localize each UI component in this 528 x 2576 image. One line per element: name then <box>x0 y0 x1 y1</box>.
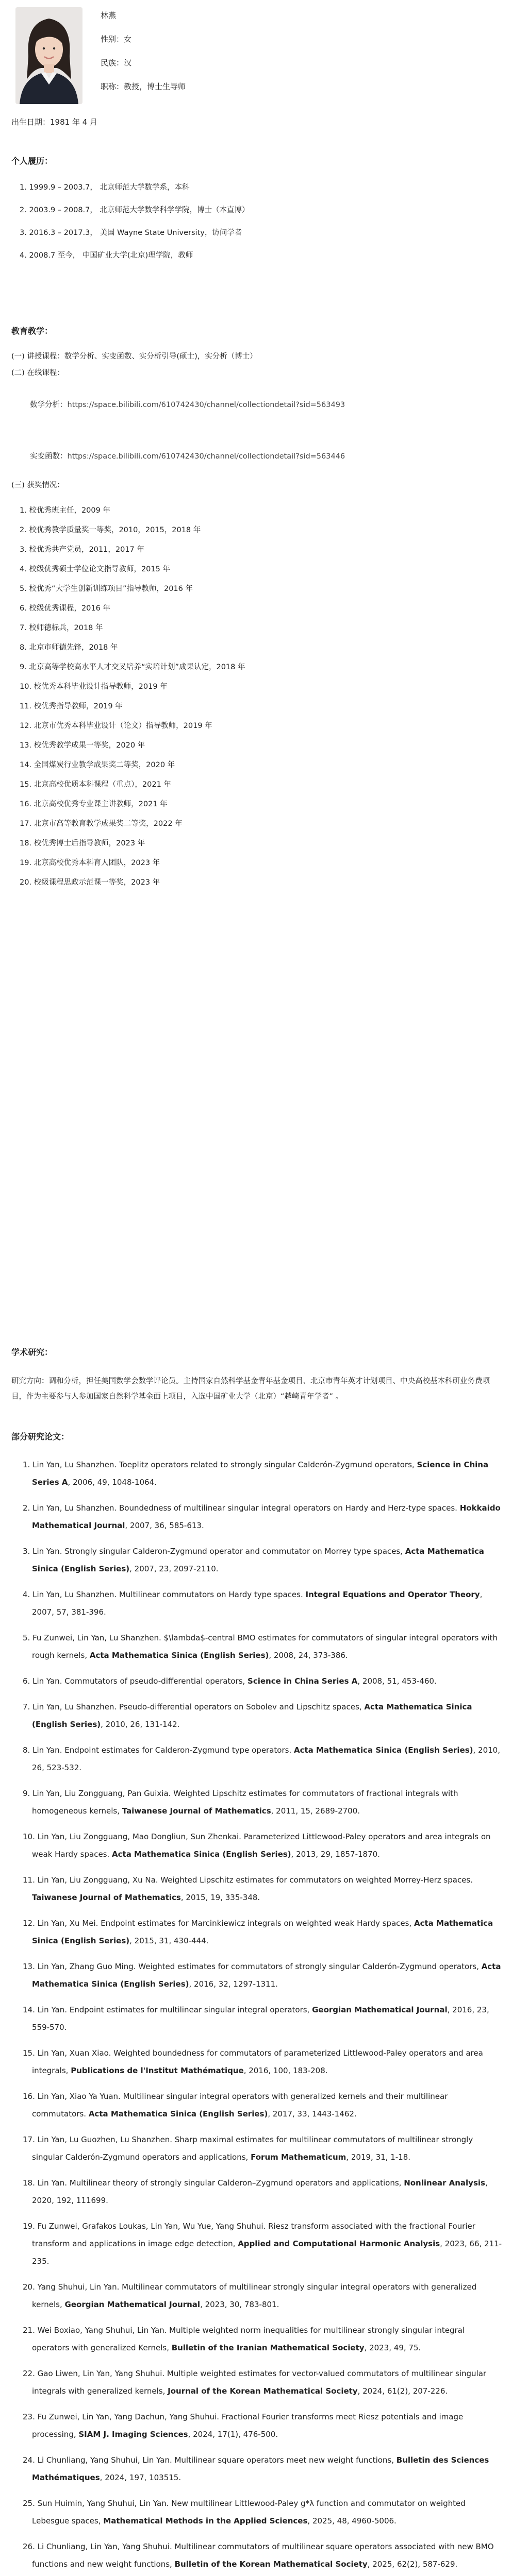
profile-info <box>101 10 186 105</box>
real-variable-label: 实变函数： <box>30 452 68 461</box>
portrait-image <box>15 7 82 104</box>
list-item: 12. 北京市优秀本科毕业设计（论文）指导教师，2019 年 <box>20 722 212 730</box>
list-item: 6. 校级优秀课程，2016 年 <box>20 604 110 613</box>
list-item: 3. 2016.3 – 2017.3， 美国 Wayne State University，访问学者 <box>20 229 242 237</box>
list-item: 10. 校优秀本科毕业设计指导教师，2019 年 <box>20 683 168 691</box>
list-item: 9. 北京高等学校高水平人才交叉培养“实培计划”成果认定，2018 年 <box>20 663 245 671</box>
real-variable-course <box>30 450 345 461</box>
list-item: 13. 校优秀教学成果一等奖，2020 年 <box>20 741 145 750</box>
list-item: 4. 校级优秀硕士学位论文指导教师，2015 年 <box>20 565 170 573</box>
paper-item: 5. Fu Zunwei, Lin Yan, Lu Shanzhen. $\lambda$-central BMO estimates for commutators of singular integral operators with rough kernels, Acta Mathematica Sinica (English Series), 2008, 24, 373-386. <box>23 1633 498 1660</box>
gender: 性别：女 <box>101 35 132 44</box>
courses-taught: (一) 讲授课程：数学分析、实变函数、实分析引导(硕士)，实分析（博士） <box>11 352 257 361</box>
ethnicity: 民族：汉 <box>101 58 132 67</box>
paper-item: 18. Lin Yan. Multilinear theory of strongly singular Calderon–Zygmund operators and applications, Nonlinear Analysis, 2020, 192, 111699. <box>23 2178 488 2205</box>
paper-item: 13. Lin Yan, Zhang Guo Ming. Weighted estimates for commutators of strongly singular Calderón-Zygmund operators, Acta Mathematica Sinica (English Series), 2016, 32, 1297-1311. <box>23 1962 501 1989</box>
list-item: 16. 北京高校优秀专业课主讲教师，2021 年 <box>20 800 168 808</box>
paper-item: 17. Lin Yan, Lu Guozhen, Lu Shanzhen. Sharp maximal estimates for multilinear commutators of multilinear strongly singular Calderón-Zygmund operators and applications, Forum Mathematicum, 2019, 31, 1-18. <box>23 2135 473 2162</box>
research-heading: 学术研究： <box>11 1347 53 1357</box>
list-item: 2. 校优秀教学质量奖一等奖，2010，2015，2018 年 <box>20 526 201 534</box>
research-text: 研究方向：调和分析，担任美国数学会数学评论员。主持国家自然科学基金青年基金项目、北京市青年英才计划项目、中央高校基本科研业务费项目，作为主要参与人参加国家自然科学基金面上项目，入选中国矿业大学（北京）“越崎青年学者” 。 <box>11 1377 490 1401</box>
list-item: 4. 2008.7 至今， 中国矿业大学(北京)理学院，教师 <box>20 251 193 260</box>
teaching-heading: 教育教学： <box>11 326 53 336</box>
list-item: 17. 北京市高等教育教学成果奖二等奖，2022 年 <box>20 820 183 828</box>
math-analysis-link[interactable]: https://space.bilibili.com/610742430/channel/collectiondetail?sid=563493 <box>67 401 345 409</box>
list-item: 5. 校优秀“大学生创新训练项目”指导教师，2016 年 <box>20 585 193 593</box>
paper-item: 7. Lin Yan, Lu Shanzhen. Pseudo-differential operators on Sobolev and Lipschitz spaces, Acta Mathematica Sinica (English Series), 2010, 26, 131-142. <box>23 1702 472 1729</box>
paper-item: 16. Lin Yan, Xiao Ya Yuan. Multilinear singular integral operators with generalized kernels and their multilinear commutators. Acta Mathematica Sinica (English Series), 2017, 33, 1443-1462. <box>23 2092 448 2119</box>
name: 林燕 <box>101 11 117 20</box>
paper-item: 25. Sun Huimin, Yang Shuhui, Lin Yan. New multilinear Littlewood-Paley g*λ function and commutator on weighted Lebesgue spaces, Mathematical Methods in the Applied Sciences, 2025, 48, 4960-5006. <box>23 2499 466 2526</box>
paper-item: 26. Li Chunliang, Lin Yan, Yang Shuhui. Multilinear commutators of multilinear square operators associated with new BMO functions and new weight functions, Bulletin of the Korean Mathematical Society, 2025, 62(2), 587-629. <box>23 2542 494 2569</box>
paper-item: 3. Lin Yan. Strongly singular Calderon-Zygmund operator and commutator on Morrey type spaces, Acta Mathematica Sinica (English Series), 2007, 23, 2097-2110. <box>23 1547 484 1573</box>
online-courses-heading: (二) 在线课程： <box>11 369 64 377</box>
list-item: 7. 校师德标兵，2018 年 <box>20 624 103 632</box>
paper-item: 23. Fu Zunwei, Lin Yan, Yang Dachun, Yang Shuhui. Fractional Fourier transforms meet Riesz potentials and image processing, SIAM J. Imaging Sciences, 2024, 17(1), 476-500. <box>23 2412 464 2439</box>
paper-item: 1. Lin Yan, Lu Shanzhen. Toeplitz operators related to strongly singular Calderón-Zygmund operators, Science in China Series A, 2006, 49, 1048-1064. <box>23 1460 489 1487</box>
paper-item: 11. Lin Yan, Liu Zongguang, Xu Na. Weighted Lipschitz estimates for commutators on weighted Morrey-Herz spaces. Taiwanese Journal of Mathematics, 2015, 19, 335-348. <box>23 1875 473 1902</box>
list-item: 8. 北京市师德先锋，2018 年 <box>20 643 118 652</box>
paper-item: 2. Lin Yan, Lu Shanzhen. Boundedness of multilinear singular integral operators on Hardy and Herz-type spaces. Hokkaido Mathematical Journal, 2007, 36, 585-613. <box>23 1503 501 1530</box>
title: 职称：教授，博士生导师 <box>101 82 186 91</box>
paper-item: 15. Lin Yan, Xuan Xiao. Weighted boundedness for commutators of parameterized Littlewood-Paley operators and area integrals, Publications de l'Institut Mathématique, 2016, 100, 183-208. <box>23 2048 483 2075</box>
paper-item: 24. Li Chunliang, Yang Shuhui, Lin Yan. Multilinear square operators meet new weight functions, Bulletin des Sciences Mathématiques, 2024, 197, 103515. <box>23 2455 489 2482</box>
list-item: 15. 北京高校优质本科课程（重点），2021 年 <box>20 781 171 789</box>
awards-heading: (三) 获奖情况： <box>11 481 64 489</box>
list-item: 19. 北京高校优秀本科育人团队，2023 年 <box>20 859 160 867</box>
paper-item: 9. Lin Yan, Liu Zongguang, Pan Guixia. Weighted Lipschitz estimates for commutators of fractional integrals with homogeneous kernels, Taiwanese Journal of Mathematics, 2011, 15, 2689-2700. <box>23 1789 458 1816</box>
paper-item: 10. Lin Yan, Liu Zongguang, Mao Dongliun, Sun Zhenkai. Parameterized Littlewood-Paley operators and area integrals on weak Hardy spaces. Acta Mathematica Sinica (English Series), 2013, 29, 1857-1870. <box>23 1832 491 1859</box>
paper-item: 4. Lin Yan, Lu Shanzhen. Multilinear commutators on Hardy type spaces. Integral Equations and Operator Theory, 2007, 57, 381-396. <box>23 1590 483 1617</box>
paper-item: 6. Lin Yan. Commutators of pseudo-differential operators, Science in China Series A, 2008, 51, 453-460. <box>23 1676 437 1686</box>
profile-photo <box>15 7 82 104</box>
list-item: 11. 校优秀指导教师，2019 年 <box>20 702 123 710</box>
paper-item: 21. Wei Boxiao, Yang Shuhui, Lin Yan. Multiple weighted norm inequalities for multilinear strongly singular integral operators with generalized Kernels, Bulletin of the Iranian Mathematical Society, 2023, 49, 75. <box>23 2326 465 2352</box>
papers-heading: 部分研究论文： <box>11 1432 70 1442</box>
awards-list <box>20 506 245 897</box>
list-item: 3. 校优秀共产党员，2011，2017 年 <box>20 546 144 554</box>
list-item: 14. 全国煤炭行业教学成果奖二等奖，2020 年 <box>20 761 175 769</box>
paper-item: 12. Lin Yan, Xu Mei. Endpoint estimates for Marcinkiewicz integrals on weighted weak Hardy spaces, Acta Mathematica Sinica (English Series), 2015, 31, 430-444. <box>23 1919 493 1945</box>
paper-item: 14. Lin Yan. Endpoint estimates for multilinear singular integral operators, Georgian Mathematical Journal, 2016, 23, 559-570. <box>23 2005 489 2032</box>
paper-item: 8. Lin Yan. Endpoint estimates for Calderon-Zygmund type operators. Acta Mathematica Sinica (English Series), 2010, 26, 523-532. <box>23 1745 500 1772</box>
list-item: 20. 校级课程思政示范课一等奖，2023 年 <box>20 878 160 887</box>
list-item: 18. 校优秀博士后指导教师，2023 年 <box>20 839 145 848</box>
list-item: 1. 校优秀班主任，2009 年 <box>20 506 110 515</box>
list-item: 2. 2003.9 – 2008.7， 北京师范大学数学科学学院，博士（本直博） <box>20 206 250 214</box>
birth-date: 出生日期：1981 年 4 月 <box>11 117 98 127</box>
paper-item: 22. Gao Liwen, Lin Yan, Yang Shuhui. Multiple weighted estimates for vector-valued commutators of multilinear singular integrals with generalized kernels, Journal of the Korean Mathematical Society, 2024, 61(2), 207-226. <box>23 2369 487 2396</box>
list-item: 1. 1999.9 – 2003.7， 北京师范大学数学系，本科 <box>20 183 190 192</box>
papers-list <box>23 1456 502 2576</box>
math-analysis-course <box>30 399 345 410</box>
real-variable-link[interactable]: https://space.bilibili.com/610742430/channel/collectiondetail?sid=563446 <box>67 452 345 461</box>
paper-item: 19. Fu Zunwei, Grafakos Loukas, Lin Yan, Wu Yue, Yang Shuhui. Riesz transform associated with the fractional Fourier transform and applications in image edge detection, Applied and Computational Harmonic Analysis, 2023, 66, 211-235. <box>23 2222 502 2266</box>
paper-item: 20. Yang Shuhui, Lin Yan. Multilinear commutators of multilinear strongly singular integral operators with generalized kernels, Georgian Mathematical Journal, 2023, 30, 783-801. <box>23 2282 477 2309</box>
resume-heading: 个人履历： <box>11 156 53 166</box>
math-analysis-label: 数学分析： <box>30 401 68 409</box>
resume-list <box>20 182 250 273</box>
